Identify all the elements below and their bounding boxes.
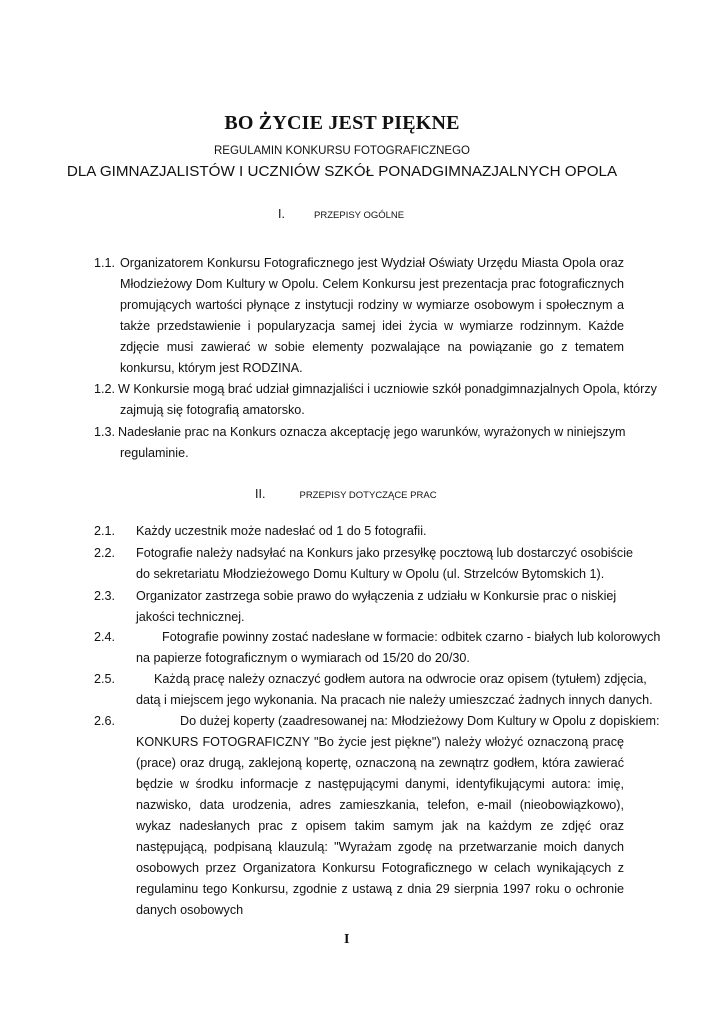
item-text: W Konkursie mogą brać udział gimnazjaliści i uczniowie szkół ponadgimnazjalnych Opola, którzy xyxy=(118,382,657,396)
section-heading-1 xyxy=(278,207,404,221)
item-marker: 1.2. xyxy=(94,382,116,396)
list-item xyxy=(94,521,634,542)
list-item xyxy=(94,543,634,585)
list-item xyxy=(94,711,660,917)
item-marker: 1.3. xyxy=(94,425,116,439)
item-text: Organizatorem Konkursu Fotograficznego jest Wydział Oświaty Urzędu Miasta Opola oraz Młodzieżowy Dom Kultury w Opolu. Celem Konkursu jest prezentacja prac fotograficznych promujących wartości płynące z instytucji rodziny w wymiarze osobowym i społecznym a także przedstawienie i popularyzacja samej idei życia w wymiarze rodzinnym. Każde zdjęcie musi zawierać w sobie elementy pozwalające na powiązanie go z tematem konkursu, którym jest RODZINA. xyxy=(120,256,624,375)
item-text: Nadesłanie prac na Konkurs oznacza akceptację jego warunków, wyrażonych w niniejszym xyxy=(118,425,626,439)
item-marker: 2.5. xyxy=(94,672,116,686)
item-text-continued: datą i miejscem jego wykonania. Na pracach nie należy umieszczać żadnych innych danych. xyxy=(136,693,653,707)
list-item xyxy=(94,422,634,464)
document-subtitle-audience: DLA GIMNAZJALISTÓW I UCZNIÓW SZKÓŁ PONADGIMNAZJALNYCH OPOLA xyxy=(66,163,618,180)
item-text-continued: na papierze fotograficznym o wymiarach od 15/20 do 20/30. xyxy=(136,651,470,665)
item-text: Każdy uczestnik może nadesłać od 1 do 5 fotografii. xyxy=(136,524,427,538)
item-text-continued: jakości technicznej. xyxy=(136,610,245,624)
list-item xyxy=(94,379,657,421)
item-text: Organizator zastrzega sobie prawo do wyłączenia z udziału w Konkursie prac o niskiej xyxy=(136,589,617,603)
item-marker: 2.1. xyxy=(94,524,116,538)
list-item xyxy=(94,669,653,711)
item-text-continued: regulaminie. xyxy=(120,446,189,460)
section-number: I. xyxy=(278,207,285,221)
section-label: PRZEPISY DOTYCZĄCE PRAC xyxy=(299,490,437,501)
item-text: Fotografie powinny zostać nadesłane w formacie: odbitek czarno - białych lub kolorowych xyxy=(162,630,661,644)
item-marker: 2.6. xyxy=(94,714,116,728)
section-heading-2 xyxy=(255,487,437,501)
item-marker: 2.4. xyxy=(94,630,116,644)
section-number: II. xyxy=(255,487,266,501)
list-item xyxy=(94,586,634,628)
item-text-continued: zajmują się fotografią amatorsko. xyxy=(120,403,305,417)
section-label: PRZEPISY OGÓLNE xyxy=(314,210,405,221)
list-item xyxy=(94,253,624,379)
item-text: Fotografie należy nadsyłać na Konkurs jako przesyłkę pocztową lub dostarczyć osobiście xyxy=(136,546,634,560)
page-number: I xyxy=(344,932,350,947)
item-marker: 2.2. xyxy=(94,546,116,560)
item-text: Każdą pracę należy oznaczyć godłem autora na odwrocie oraz opisem (tytułem) zdjęcia, xyxy=(154,672,647,686)
item-marker: 1.1. xyxy=(94,256,116,270)
document-subtitle: REGULAMIN KONKURSU FOTOGRAFICZNEGO xyxy=(213,145,470,157)
item-text-continued: do sekretariatu Młodzieżowego Domu Kultury w Opolu (ul. Strzelców Bytomskich 1). xyxy=(136,567,605,581)
item-text: Do dużej koperty (zaadresowanej na: Młodzieżowy Dom Kultury w Opolu z dopiskiem: xyxy=(180,714,660,728)
item-marker: 2.3. xyxy=(94,589,116,603)
list-item xyxy=(94,627,661,669)
item-text-continued: KONKURS FOTOGRAFICZNY "Bo życie jest piękne") należy włożyć oznaczoną pracę (prace) oraz drugą, zaklejoną kopertę, oznaczoną na zewnątrz godłem, która zawierać będzie w środku informacje z następującymi danymi, identyfikującymi autora: imię, nazwisko, data urodzenia, adres zamieszkania, telefon, e-mail (nieobowiązkowo), wykaz nadesłanych prac z opisem takim samym jak na każdym ze zdjęć oraz następującą, podpisaną klauzulą: "Wyrażam zgodę na przetwarzanie moich danych osobowych przez Organizatora Konkursu Fotograficznego w celach wynikających z regulaminu tego Konkursu, zgodnie z ustawą z dnia 29 sierpnia 1997 roku o ochronie danych osobowych xyxy=(136,735,624,917)
document-title: BO ŻYCIE JEST PIĘKNE xyxy=(224,112,460,134)
